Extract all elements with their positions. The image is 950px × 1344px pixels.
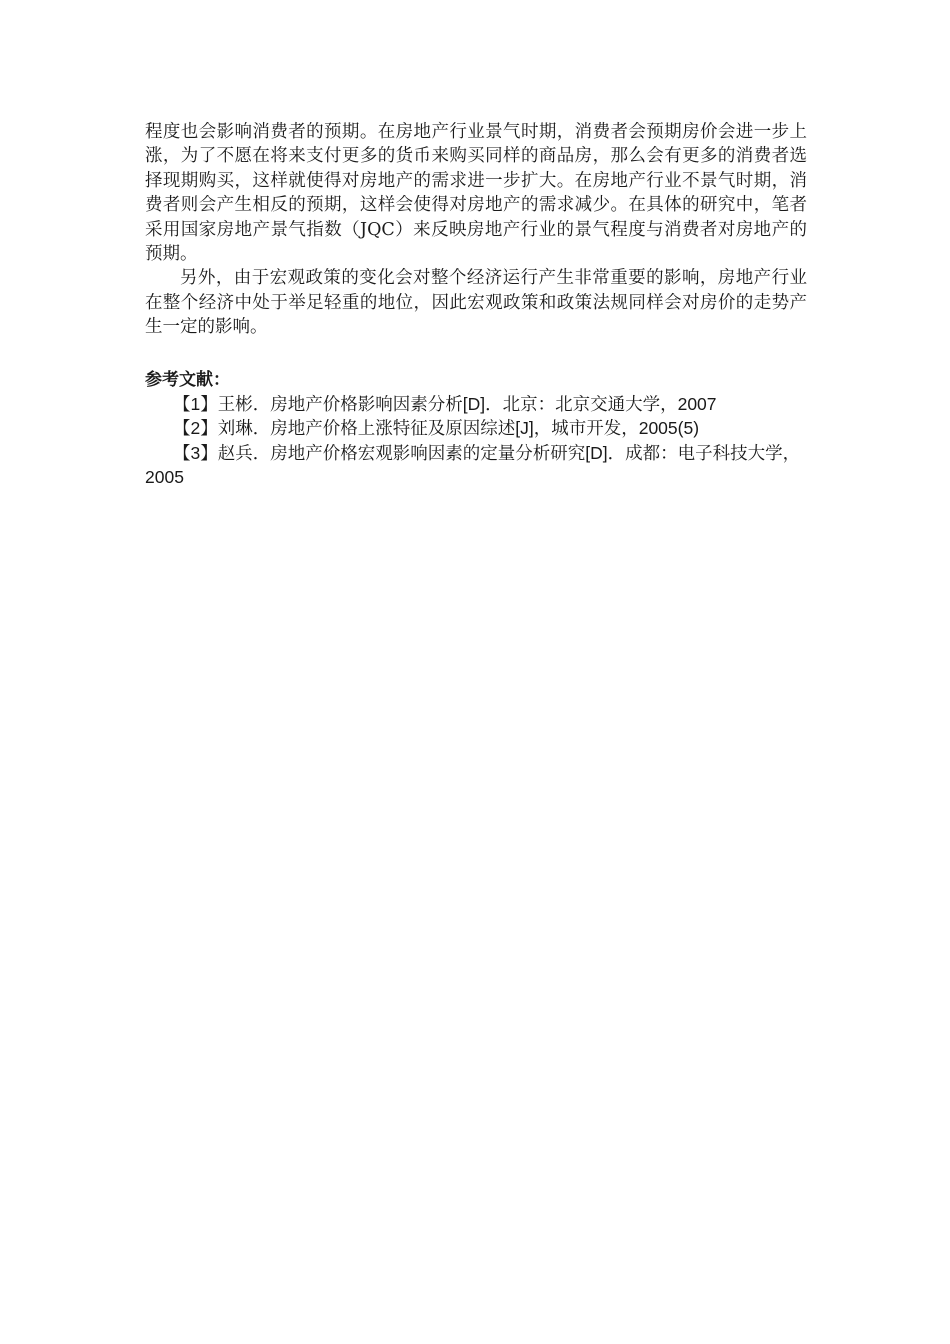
- document-content: [145, 120, 807, 490]
- reference-item-1: 【1】王彬．房地产价格影响因素分析[D]．北京：北京交通大学，2007: [173, 394, 717, 415]
- section-spacer: [145, 340, 807, 368]
- references-heading: 参考文献：: [145, 369, 230, 390]
- reference-item-3: 【3】赵兵．房地产价格宏观影响因素的定量分析研究[D]．成都：电子科技大学，2005: [145, 442, 801, 488]
- reference-item-2: 【2】刘琳．房地产价格上涨特征及原因综述[J]，城市开发，2005(5): [173, 418, 700, 439]
- body-paragraph-2: 另外，由于宏观政策的变化会对整个经济运行产生非常重要的影响，房地产行业在整个经济中处于举足轻重的地位，因此宏观政策和政策法规同样会对房价的走势产生一定的影响。: [145, 268, 807, 338]
- body-paragraph-1: 程度也会影响消费者的预期。在房地产行业景气时期，消费者会预期房价会进一步上涨，为了不愿在将来支付更多的货币来购买同样的商品房，那么会有更多的消费者选择现期购买，这样就使得对房地产的需求进一步扩大。在房地产行业不景气时期，消费者则会产生相反的预期，这样会使得对房地产的需求减少。在具体的研究中，笔者采用国家房地产景气指数（JQC）来反映房地产行业的景气程度与消费者对房地产的预期。: [145, 122, 807, 265]
